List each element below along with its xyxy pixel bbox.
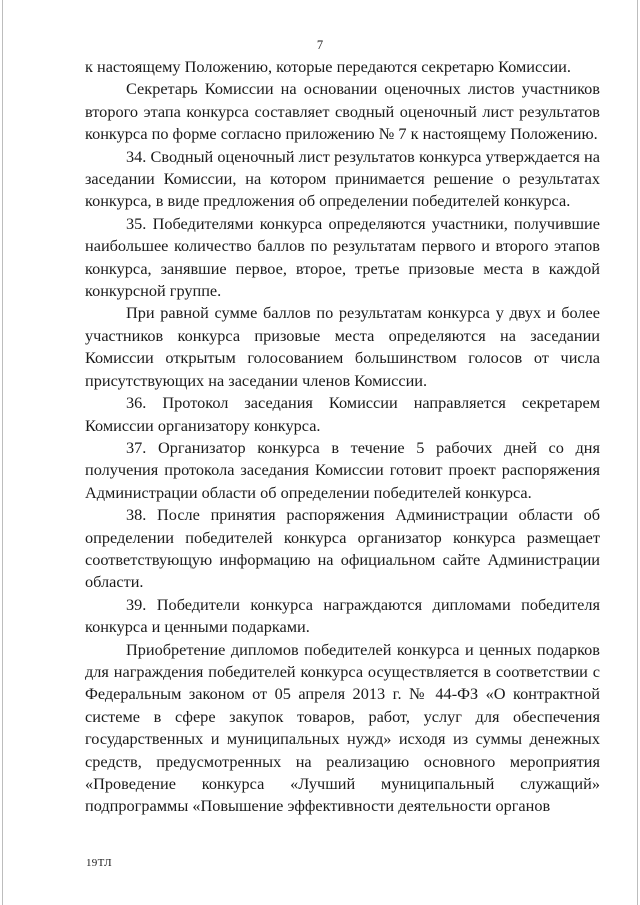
paragraph-item-34: 34. Сводный оценочный лист результатов конкурса утверждается на заседании Комиссии, на котором принимается решение о результатах конкурса, в виде предложения об определении победителей конкурса. [85,146,600,211]
paragraph-secretary-summary: Секретарь Комиссии на основании оценочных листов участников второго этапа конкурса составляет сводный оценочный лист результатов конкурса по форме согласно приложению № 7 к настоящему Положению. [85,79,600,144]
paragraph-item-35: 35. Победителями конкурса определяются участники, получившие наибольшее количество баллов по результатам первого и второго этапов конкурса, занявшие первое, второе, третье призовые места в каждой конкурсной группе. [85,213,600,301]
paragraph-continuation: к настоящему Положению, которые передаются секретарю Комиссии. [85,57,571,76]
page-right-edge [637,0,638,905]
paragraph-item-36: 36. Протокол заседания Комиссии направляется секретарем Комиссии организатору конкурса. [85,393,600,435]
page-left-edge [2,0,3,905]
paragraph-item-37: 37. Организатор конкурса в течение 5 рабочих дней со дня получения протокола заседания Комиссии готовит проект распоряжения Администрации области об определении победителей конкурса. [85,437,600,502]
paragraph-item-38: 38. После принятия распоряжения Администрации области об определении победителей конкурса организатор конкурса размещает соответствующую информацию на официальном сайте Администрации области. [85,505,600,592]
document-body [85,56,600,818]
paragraph-purchase: Приобретение дипломов победителей конкурса и ценных подарков для награждения победителей конкурса осуществляется в соответствии с Федеральным законом от 05 апреля 2013 г. № 44-ФЗ «О контрактной системе в сфере закупок товаров, работ, услуг для обеспечения государственных и муниципальных нужд» исходя из суммы денежных средств, предусмотренных на реализацию основного мероприятия «Проведение конкурса «Лучший муниципальный служащий» подпрограммы «Повышение эффективности деятельности органов [85,639,600,816]
footer-code: 19ТЛ [86,857,112,869]
paragraph-equal-score: При равной сумме баллов по результатам конкурса у двух и более участников конкурса призовые места определяются на заседании Комиссии открытым голосованием большинством голосов от числа присутствующих на заседании членов Комиссии. [85,303,600,390]
paragraph-item-39: 39. Победители конкурса награждаются дипломами победителя конкурса и ценными подарками. [85,594,600,637]
page-number: 7 [316,38,324,52]
